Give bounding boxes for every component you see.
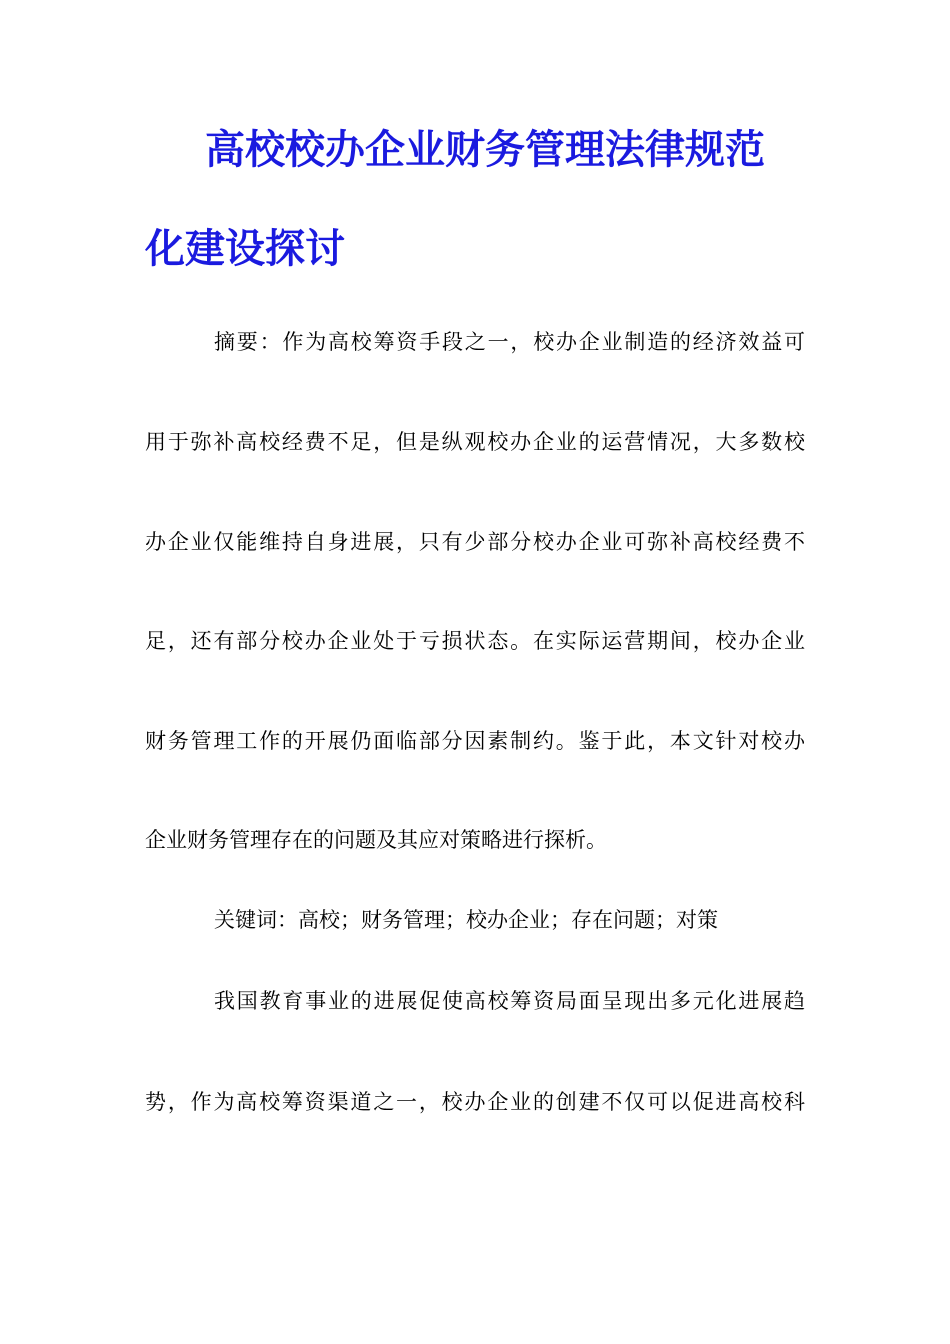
abstract-line-4: 足，还有部分校办企业处于亏损状态。在实际运营期间，校办企业 — [145, 629, 805, 653]
abstract-line-5: 财务管理工作的开展仍面临部分因素制约。鉴于此，本文针对校办 — [145, 729, 805, 753]
keywords-line: 关键词：高校；财务管理；校办企业；存在问题；对策 — [214, 908, 718, 932]
abstract-line-6: 企业财务管理存在的问题及其应对策略进行探析。 — [145, 828, 607, 852]
document-title-line-1: 高校校办企业财务管理法律规范 — [205, 126, 765, 173]
body-line-2: 势，作为高校筹资渠道之一，校办企业的创建不仅可以促进高校科 — [145, 1090, 805, 1114]
document-title-line-2: 化建设探讨 — [145, 225, 345, 272]
abstract-line-3: 办企业仅能维持自身进展，只有少部分校办企业可弥补高校经费不 — [145, 530, 805, 554]
body-line-1: 我国教育事业的进展促使高校筹资局面呈现出多元化进展趋 — [214, 989, 805, 1013]
abstract-line-2: 用于弥补高校经费不足，但是纵观校办企业的运营情况，大多数校 — [145, 430, 805, 454]
abstract-line-1: 摘要：作为高校筹资手段之一，校办企业制造的经济效益可 — [214, 330, 805, 354]
